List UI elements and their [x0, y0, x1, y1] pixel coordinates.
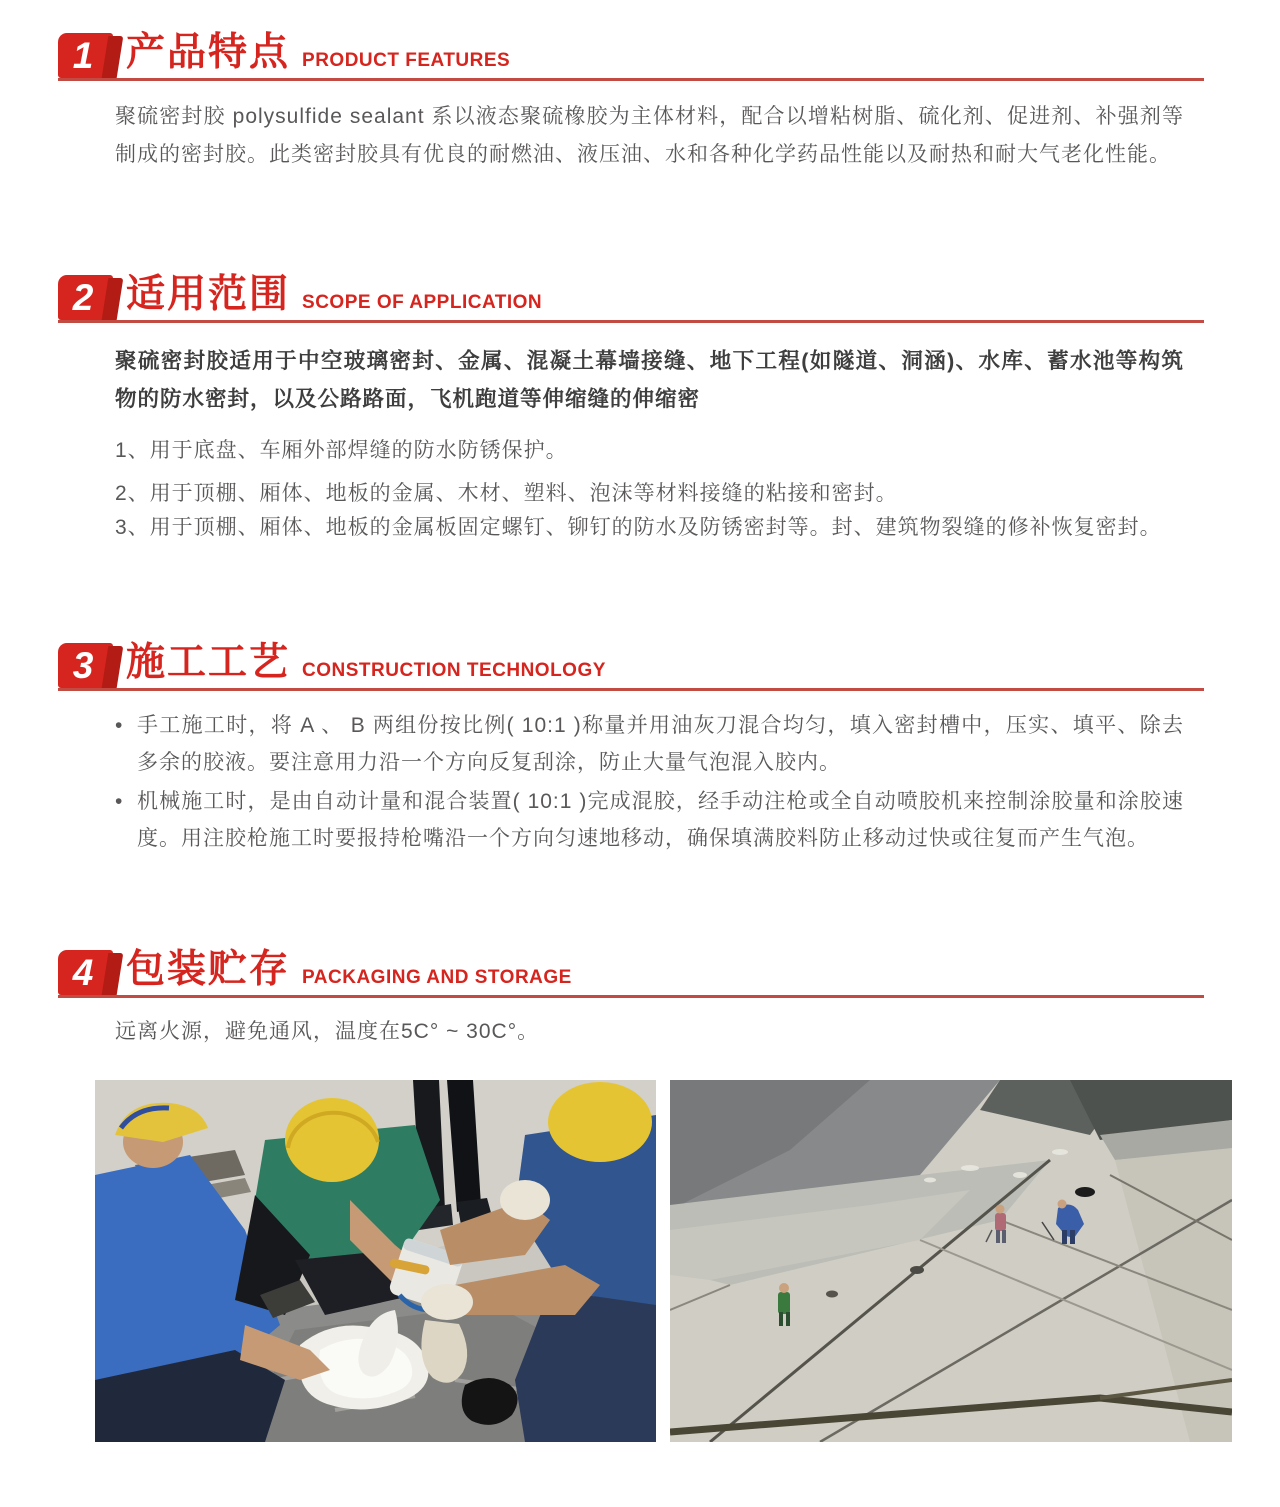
list-item: 3、用于顶棚、厢体、地板的金属板固定螺钉、铆钉的防水及防锈密封等。封、建筑物裂缝的修补恢复密封。 [115, 516, 1162, 539]
section-3-title-zh: 施工工艺 [126, 641, 291, 684]
section-1-number: 1 [72, 35, 94, 76]
list-item: 2、用于顶棚、厢体、地板的金属、木材、塑料、泡沫等材料接缝的粘接和密封。 [115, 482, 898, 505]
section-2-number-badge [58, 275, 113, 320]
section-1-paragraph: 聚硫密封胶 polysulfide sealant 系以液态聚硫橡胶为主体材料，配合以增粘树脂、硫化剂、促进剂、补强剂等制成的密封胶。此类密封胶具有优良的耐燃油、液压油、水和各种化学药品性能以及耐热和耐大气老化性能。 [115, 105, 1184, 166]
section-scope-of-application [58, 275, 1204, 541]
section-4-number: 4 [72, 952, 94, 993]
section-3-header [58, 643, 1204, 691]
section-2-lead: 聚硫密封胶适用于中空玻璃密封、金属、混凝土幕墙接缝、地下工程(如隧道、洞涵)、水库、蓄水池等构筑物的防水密封，以及公路路面，飞机跑道等伸缩缝的伸缩密 [115, 349, 1184, 411]
section-3-number: 3 [72, 645, 94, 686]
section-product-features [58, 33, 1204, 174]
list-item: 1、用于底盘、车厢外部焊缝的防水防锈保护。 [115, 439, 568, 462]
section-3-bullets [115, 707, 1184, 857]
section-3-number-badge [58, 643, 113, 688]
section-1-title-zh: 产品特点 [126, 31, 291, 74]
section-4-number-badge [58, 950, 113, 995]
bullet-item: • 机械施工时，是由自动计量和混合装置( 10:1 )完成混胶，经手动注枪或全自动喷胶机来控制涂胶量和涂胶速度。用注胶枪施工时要报持枪嘴沿一个方向匀速地移动，确保填满胶料防止移动过快或往复而产生气泡。 [115, 783, 1184, 857]
section-2-number: 2 [72, 277, 94, 318]
section-1-number-badge [58, 33, 113, 78]
section-1-title-en: PRODUCT FEATURES [302, 50, 511, 71]
section-2-title-en: SCOPE OF APPLICATION [302, 292, 543, 313]
section-4-paragraph: 远离火源，避免通风，温度在5C° ~ 30C°。 [115, 1020, 540, 1043]
section-2-list [115, 438, 1184, 541]
section-1-header [58, 33, 1204, 81]
section-packaging-and-storage [58, 950, 1204, 1051]
workers-applying-sealant-photo [95, 1080, 656, 1442]
section-4-title-en: PACKAGING AND STORAGE [302, 967, 572, 988]
photo-row [95, 1080, 1232, 1442]
section-4-header [58, 950, 1204, 998]
section-3-title-en: CONSTRUCTION TECHNOLOGY [302, 660, 606, 681]
section-2-title-zh: 适用范围 [126, 273, 291, 316]
concrete-slope-construction-photo [670, 1080, 1232, 1442]
section-construction-technology [58, 643, 1204, 857]
bullet-item: • 手工施工时，将 A 、 B 两组份按比例( 10:1 )称量并用油灰刀混合均匀，填入密封槽中，压实、填平、除去多余的胶液。要注意用力沿一个方向反复刮涂，防止大量气泡混入胶内。 [115, 707, 1184, 781]
section-2-header [58, 275, 1204, 323]
section-4-title-zh: 包装贮存 [126, 948, 291, 991]
